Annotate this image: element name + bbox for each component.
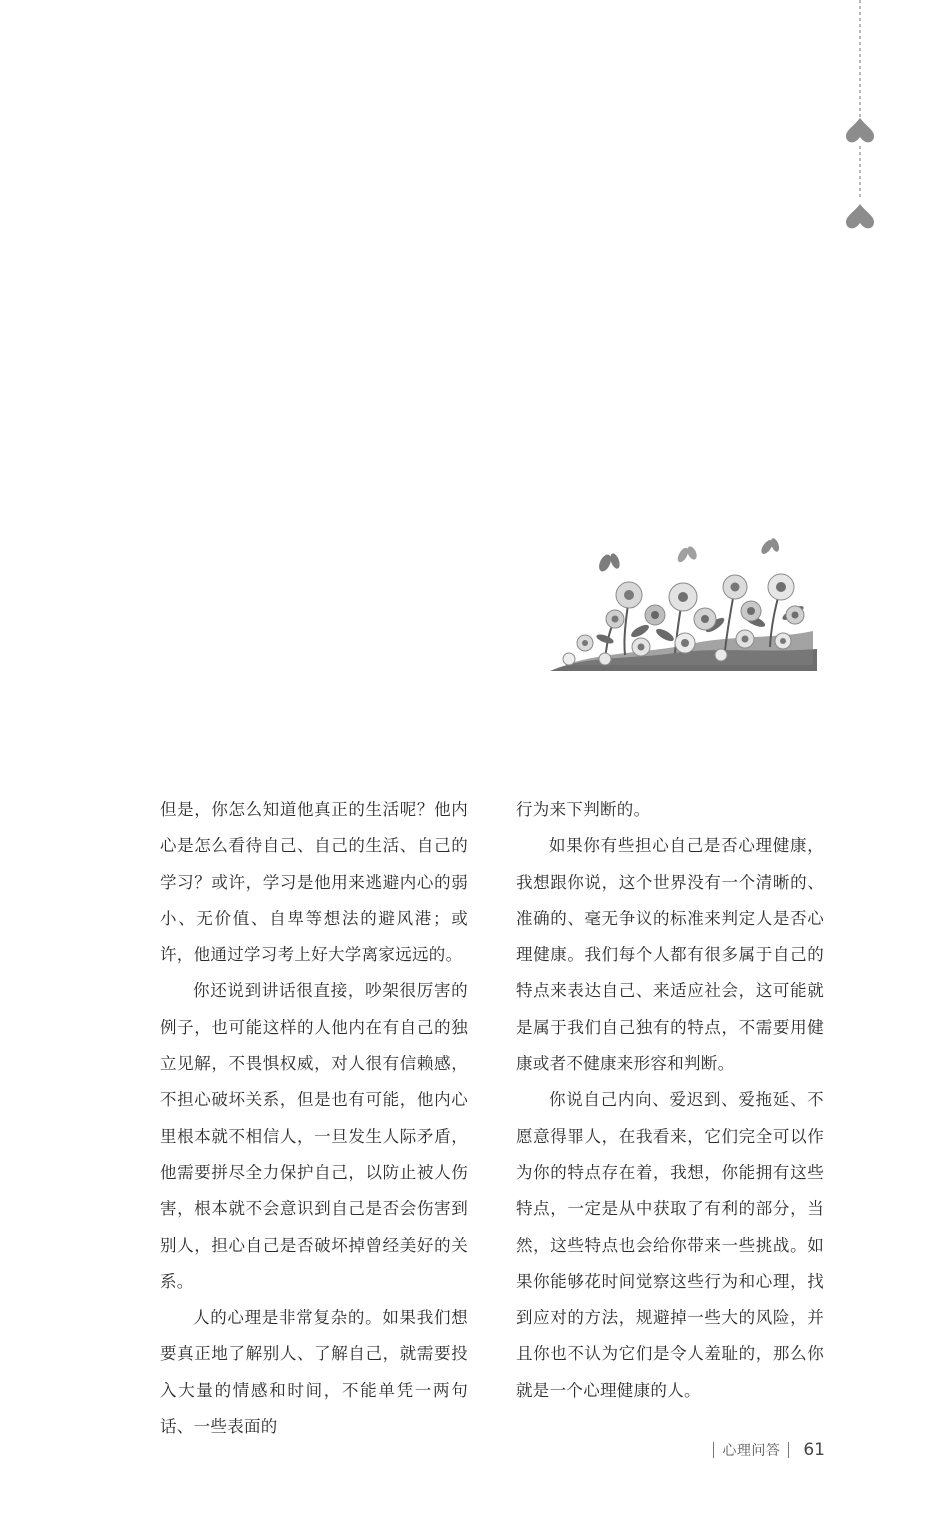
heart-icon [846,204,874,228]
flowers-butterflies-illustration [545,535,820,675]
paragraph: 如果你有些担心自己是否心理健康，我想跟你说，这个世界没有一个清晰的、准确的、毫无争议的标准来判定人是否心理健康。我们每个人都有很多属于自己的特点来表达自己、来适应社会，这可能就是属于我们自己独有的特点，不需要用健康或者不健康来形容和判断。 [516,836,824,1074]
page-footer [700,1438,825,1462]
paragraph: 行为来下判断的。 [516,800,651,819]
paragraph: 但是，你怎么知道他真正的生活呢？他内心是怎么看待自己、自己的生活、自己的学习？或许，学习是他用来逃避内心的弱小、无价值、自卑等想法的避风港；或许，他通过学习考上好大学离家远远的。 [160,800,468,965]
left-text-column [160,792,468,1445]
paragraph: 你说自己内向、爱迟到、爱拖延、不愿意得罪人，在我看来，它们完全可以作为你的特点存在着，我想，你能拥有这些特点，一定是从中获取了有利的部分，当然，这些特点也会给你带来一些挑战。如果你能够花时间觉察这些行为和心理，找到应对的方法，规避掉一些大的风险，并且你也不认为它们是令人羞耻的，那么你就是一个心理健康的人。 [516,1090,824,1400]
divider [788,1442,789,1458]
divider [713,1442,714,1458]
butterfly-icon [597,552,622,573]
paragraph: 你还说到讲话很直接，吵架很厉害的例子，也可能这样的人他内在有自己的独立见解，不畏惧权威，对人很有信赖感，不担心破坏关系，但是也有可能，他内心里根本就不相信人，一旦发生人际矛盾，他需要拼尽全力保护自己，以防止被人伤害，根本就不会意识到自己是否会伤害到别人，担心自己是否破坏掉曾经美好的关系。 [160,981,468,1291]
paragraph: 人的心理是非常复杂的。如果我们想要真正地了解别人、了解自己，就需要投入大量的情感和时间，不能单凭一两句话、一些表面的 [160,1308,468,1437]
page-number: 61 [803,1440,825,1460]
section-title: 心理问答 [722,1443,781,1459]
heart-icon [846,118,874,142]
dashed-rail-decoration [840,0,880,240]
right-text-column [516,792,824,1409]
butterfly-icon [759,537,781,556]
butterfly-icon [676,545,699,564]
